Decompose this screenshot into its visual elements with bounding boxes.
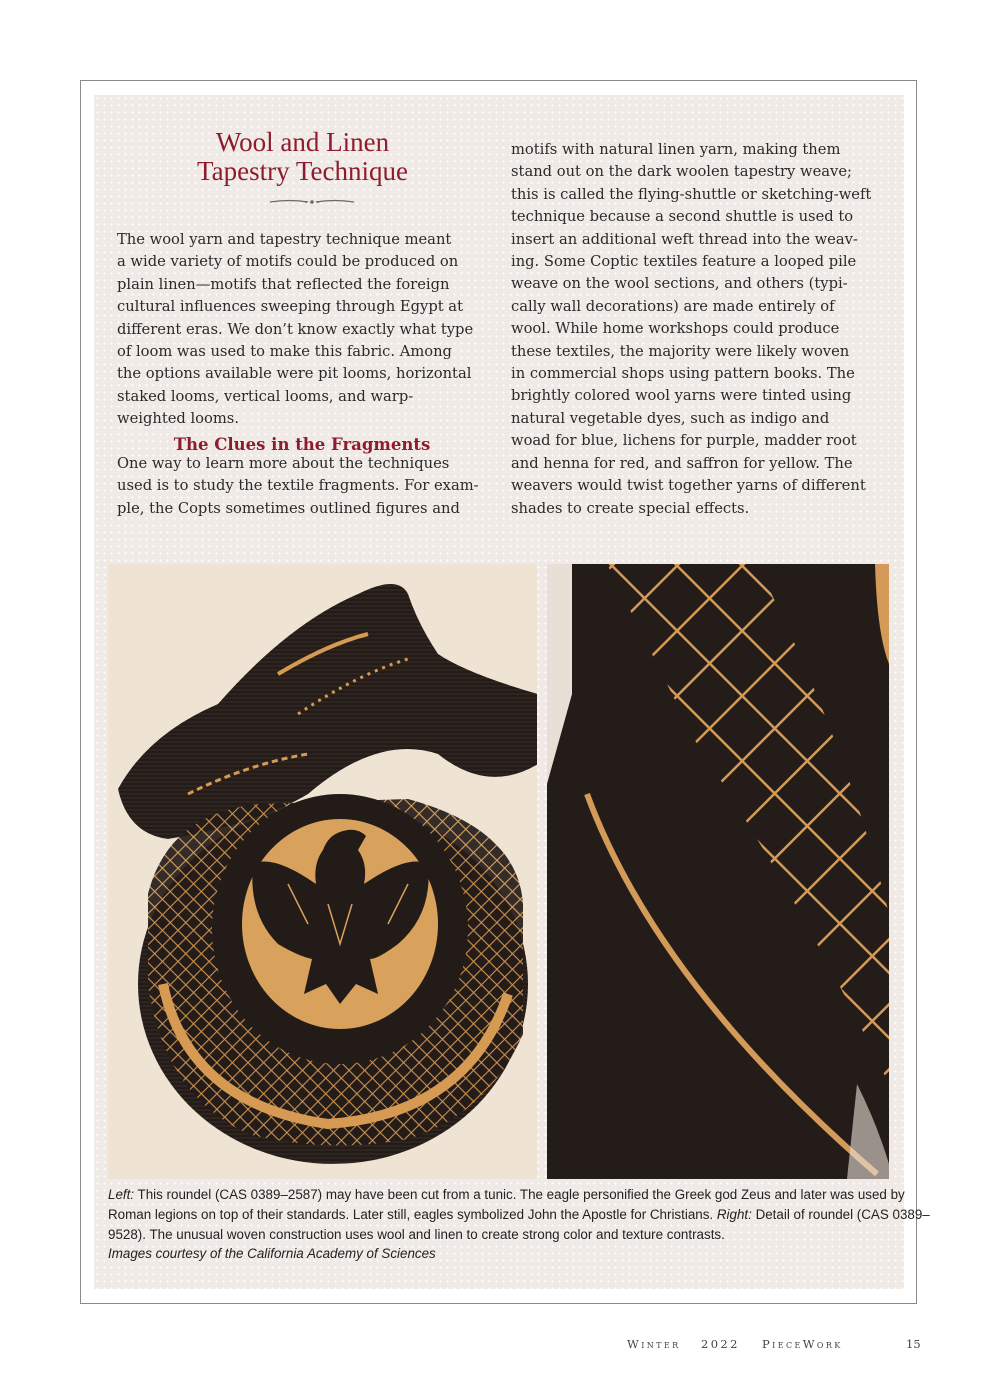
text-line: in commercial shops using pattern books. The	[511, 365, 855, 383]
detail-illustration	[547, 564, 889, 1179]
caption-line-1	[108, 1185, 905, 1205]
caption-left-label: Left:	[108, 1187, 135, 1202]
text-line: cultural influences sweeping through Egypt at	[117, 298, 463, 316]
title-line-2: Tapestry Technique	[197, 156, 408, 186]
roundel-illustration	[108, 564, 537, 1179]
caption-line-2	[108, 1205, 930, 1225]
text-line: ing. Some Coptic textiles feature a looped pile	[511, 253, 857, 271]
caption-text: Detail of roundel (CAS 0389–	[751, 1206, 930, 1222]
text-line: plain linen—motifs that reflected the foreign	[117, 275, 450, 293]
text-line: One way to learn more about the techniques	[117, 455, 450, 472]
text-line: weighted looms.	[117, 410, 240, 428]
text-line: used is to study the textile fragments. For exam-	[117, 477, 479, 495]
text-line: and henna for red, and saffron for yellow. The	[511, 454, 853, 472]
text-line: brightly colored wool yarns were tinted using	[511, 387, 852, 405]
title-ornament	[268, 196, 356, 208]
text-line: shades to create special effects.	[511, 499, 750, 517]
photo-caption	[108, 1185, 930, 1264]
footer-magazine: PieceWork	[762, 1337, 843, 1351]
text-line: motifs with natural linen yarn, making them	[511, 141, 841, 158]
text-line: technique because a second shuttle is used to	[511, 208, 854, 226]
caption-right-label: Right:	[716, 1206, 752, 1222]
section-subheading: The Clues in the Fragments	[173, 435, 431, 454]
text-line: the options available were pit looms, horizontal	[117, 365, 472, 383]
text-line: cally wall decorations) are made entirely of	[511, 297, 835, 315]
text-line: this is called the flying-shuttle or sketching-weft	[511, 185, 872, 203]
caption-text: This roundel (CAS 0389–2587) may have been cut from a tunic. The eagle personified the Greek god Zeus and later was used by	[134, 1187, 905, 1202]
paragraph-2	[117, 453, 479, 520]
text-line: The wool yarn and tapestry technique meant	[117, 231, 452, 248]
article-title	[150, 128, 455, 186]
title-line-1: Wool and Linen	[215, 127, 390, 157]
footer-season: Winter	[627, 1337, 681, 1351]
text-line: a wide variety of motifs could be produced on	[117, 253, 459, 271]
paragraph-1	[117, 229, 473, 431]
text-line: different eras. We don’t know exactly what type	[117, 320, 474, 338]
text-line: natural vegetable dyes, such as indigo and	[511, 409, 830, 427]
text-line: weavers would twist together yarns of different	[511, 477, 866, 495]
roundel-detail-photo	[547, 564, 889, 1179]
caption-credit: Images courtesy of the California Academy of Sciences	[108, 1246, 436, 1262]
text-line: these textiles, the majority were likely woven	[511, 342, 850, 360]
text-line: wool. While home workshops could produce	[511, 320, 840, 338]
caption-text: Roman legions on top of their standards. Later still, eagles symbolized John the Apostle for Christians.	[108, 1206, 717, 1222]
caption-line-3: 9528). The unusual woven construction uses wool and linen to create strong color and texture contrasts.	[108, 1226, 725, 1242]
roundel-photo	[108, 564, 537, 1179]
text-line: staked looms, vertical looms, and warp-	[117, 387, 414, 405]
page-number: 15	[906, 1337, 921, 1351]
text-line: stand out on the dark woolen tapestry weave;	[511, 163, 852, 181]
text-line: of loom was used to make this fabric. Among	[117, 343, 452, 361]
text-line: woad for blue, lichens for purple, madder root	[511, 432, 857, 450]
text-line: ple, the Copts sometimes outlined figures and	[117, 499, 460, 517]
paragraph-3	[511, 139, 871, 520]
text-line: insert an additional weft thread into the weav-	[511, 230, 858, 248]
text-line: weave on the wool sections, and others (typi-	[511, 275, 848, 293]
footer-year: 2022	[701, 1337, 740, 1351]
